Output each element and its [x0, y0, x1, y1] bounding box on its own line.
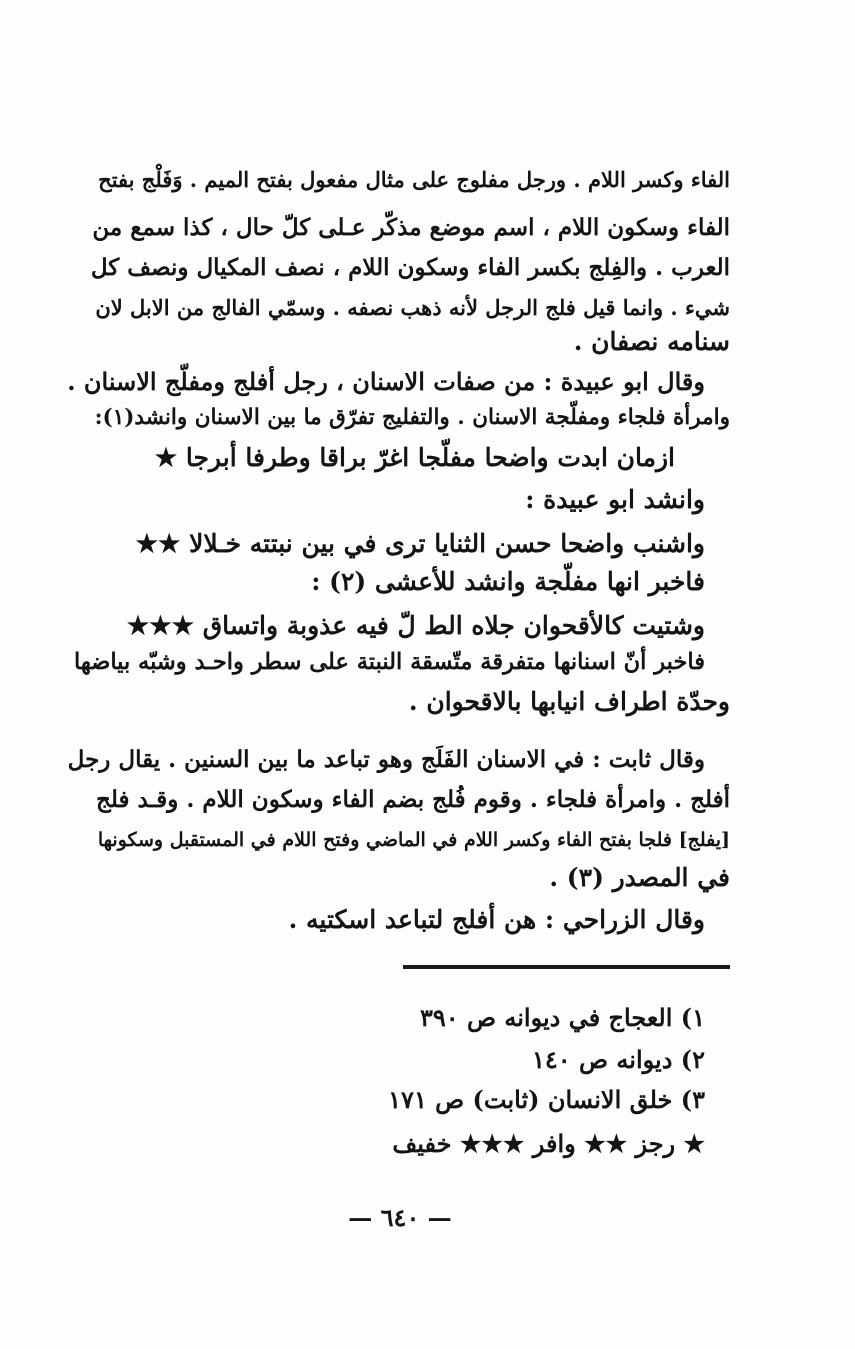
page-number: — ٦٤٠ — — [348, 1203, 452, 1232]
verse-line: واشنب واضحا حسن الثنايا ترى في بين نبتته خـلالا ★★ — [135, 529, 705, 558]
verse-line: وشتيت كالأقحوان جلاه الط لّ فيه عذوبة واتساق ★★★ — [126, 611, 705, 640]
text-line: [يفلج] فلجا بفتح الفاء وكسر اللام في الماضي وفتح اللام في المستقبل وسكونها — [97, 829, 730, 851]
text-line: وقال ابو عبيدة : من صفات الاسنان ، رجل أفلج ومفلّج الاسنان . — [67, 367, 705, 396]
text-line: وامرأة فلجاء ومفلّجة الاسنان . والتفليج تفرّق ما بين الاسنان وانشد(١): — [94, 405, 730, 430]
text-line: العرب . والفِلج بكسر الفاء وسكون اللام ، نصف المكيال ونصف كل — [90, 254, 730, 281]
text-line: الفاء وسكون اللام ، اسم موضع مذكّر عـلى كلّ حال ، كذا سمع من — [92, 214, 730, 241]
verse-line: ازمان ابدت واضحا مفلّجا اغرّ براقا وطرفا أبرجا ★ — [154, 443, 675, 472]
text-line: في المصدر (٣) . — [549, 863, 730, 892]
text-line: فاخبر انها مفلّجة وانشد للأعشى (٢) : — [311, 567, 705, 596]
text-line: الفاء وكسر اللام . ورجل مفلوج على مثال مفعول بفتح الميم . وَفَلْج بفتح — [98, 167, 730, 192]
text-line: وقال الزراحي : هن أفلج لتباعد اسكتيه . — [288, 905, 705, 934]
text-line: سنامه نصفان . — [573, 327, 730, 356]
text-line: وانشد ابو عبيدة : — [525, 485, 705, 514]
footnote-divider — [403, 965, 730, 969]
text-line: أفلج . وامرأة فلجاء . وقوم فُلج بضم الفاء وسكون اللام . وقـد فلج — [96, 786, 730, 813]
text-line: وحدّة اطراف انيابها بالاقحوان . — [408, 687, 730, 716]
footnote: ٢) ديوانه ص ١٤٠ — [532, 1045, 705, 1074]
footnote: ٣) خلق الانسان (ثابت) ص ١٧١ — [388, 1085, 705, 1114]
text-line: شيء . وانما قيل فلج الرجل لأنه ذهب نصفه . وسمّي الفالج من الابل لان — [95, 295, 730, 320]
text-line: فاخبر أنّ اسنانها متفرقة متّسقة النبتة على سطر واحـد وشبّه بياضها — [73, 649, 705, 675]
text-line: وقال ثابت : في الاسنان الفَلَج وهو تباعد ما بين السنين . يقال رجل — [67, 746, 705, 773]
meter-key: ★ رجز ★★ وافر ★★★ خفيف — [392, 1129, 705, 1158]
footnote: ١) العجاج في ديوانه ص ٣٩٠ — [419, 1003, 705, 1032]
